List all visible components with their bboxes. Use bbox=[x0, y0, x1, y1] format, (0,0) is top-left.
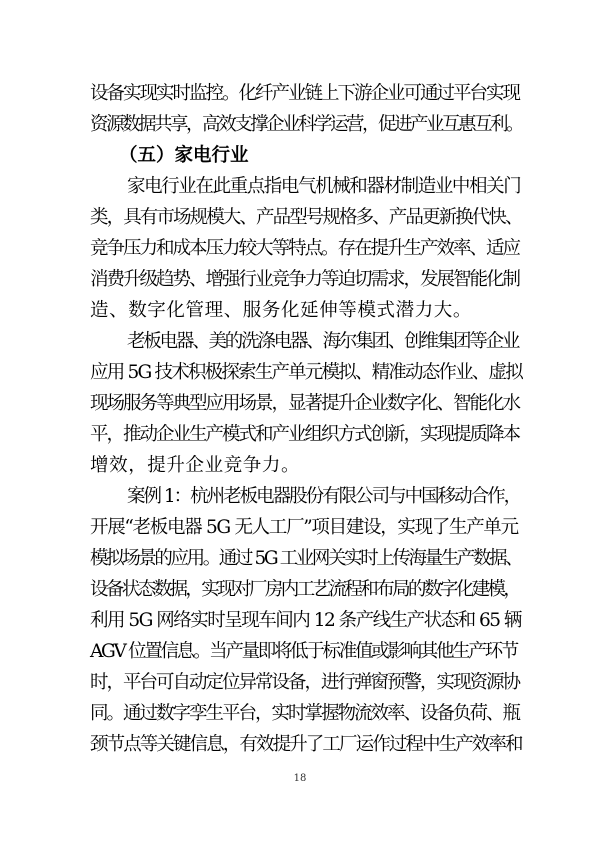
text-line bbox=[0, 204, 600, 232]
text-line-content: AGV 位置信息。当产量即将低于标准值或影响其他生产环节 bbox=[90, 641, 517, 662]
text-line bbox=[0, 173, 600, 201]
text-line-content: 利用 5G 网络实时呈现车间内 12 条产线生产状态和 65 辆 bbox=[90, 610, 521, 631]
text-line-content: 应用 5G 技术积极探索生产单元模拟、精准动态作业、虚拟 bbox=[90, 362, 522, 383]
text-line bbox=[0, 731, 600, 759]
text-line-content: 类，具有市场规模大、产品型号规格多、产品更新换代快、 bbox=[90, 207, 522, 228]
text-line bbox=[0, 452, 600, 480]
text-line bbox=[0, 235, 600, 263]
text-line bbox=[0, 359, 600, 387]
text-line-content: 同。通过数字孪生平台，实时掌握物流效率、设备负荷、瓶 bbox=[90, 703, 520, 724]
text-line bbox=[0, 700, 600, 728]
text-line-content: 模拟场景的应用。通过 5G 工业网关实时上传海量生产数据、 bbox=[90, 548, 522, 569]
text-line bbox=[0, 80, 600, 108]
text-line bbox=[0, 545, 600, 573]
text-line-content: 设备实现实时监控。化纤产业链上下游企业可通过平台实现 bbox=[90, 83, 520, 104]
text-line-content: 家电行业在此重点指电气机械和器材制造业中相关门 bbox=[127, 176, 521, 197]
text-line bbox=[0, 576, 600, 604]
text-line-content: 造、数字化管理、服务化延伸等模式潜力大。 bbox=[90, 300, 473, 321]
text-line-content: 增效，提升企业竞争力。 bbox=[90, 455, 301, 476]
text-line bbox=[0, 390, 600, 418]
text-line-content: 开展“老板电器 5G 无人工厂”项目建设，实现了生产单元 bbox=[90, 517, 518, 538]
text-line-content: 案例 1：杭州老板电器股份有限公司与中国移动合作， bbox=[127, 486, 521, 507]
section-heading-text: （五）家电行业 bbox=[119, 145, 249, 166]
text-line-content: 颈节点等关键信息，有效提升了工厂运作过程中生产效率和 bbox=[90, 734, 522, 755]
text-line-content: 消费升级趋势、增强行业竞争力等迫切需求，发展智能化制 bbox=[90, 269, 520, 290]
section-heading bbox=[0, 142, 600, 170]
text-line-content: 竞争压力和成本压力较大等特点。存在提升生产效率、适应 bbox=[90, 238, 520, 259]
text-line bbox=[0, 669, 600, 697]
text-line bbox=[0, 514, 600, 542]
text-line bbox=[0, 111, 600, 139]
text-line-content: 时，平台可自动定位异常设备，进行弹窗预警，实现资源协 bbox=[90, 672, 520, 693]
text-line bbox=[0, 328, 600, 356]
text-line bbox=[0, 483, 600, 511]
text-line bbox=[0, 297, 600, 325]
text-line bbox=[0, 421, 600, 449]
text-line-content: 设备状态数据，实现对厂房内工艺流程和布局的数字化建模， bbox=[90, 579, 520, 600]
text-line bbox=[0, 607, 600, 635]
text-line-content: 现场服务等典型应用场景，显著提升企业数字化、智能化水 bbox=[90, 393, 520, 414]
page-number: 18 bbox=[293, 773, 307, 784]
text-line bbox=[0, 266, 600, 294]
text-line bbox=[0, 638, 600, 666]
text-line-content: 资源数据共享，高效支撑企业科学运营，促进产业互惠互利。 bbox=[90, 114, 523, 135]
text-line-content: 平，推动企业生产模式和产业组织方式创新，实现提质降本 bbox=[90, 424, 520, 445]
text-line-content: 老板电器、美的洗涤电器、海尔集团、创维集团等企业 bbox=[127, 331, 519, 352]
